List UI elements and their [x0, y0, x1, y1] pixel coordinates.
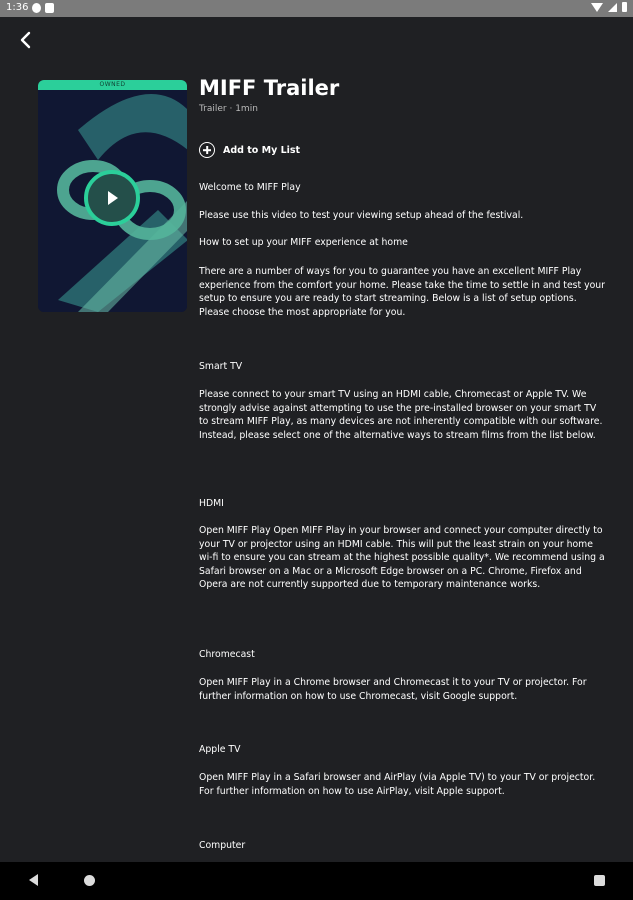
- app-notification-icon: [32, 3, 41, 13]
- signal-icon: [608, 3, 617, 12]
- add-to-list-button[interactable]: [199, 142, 300, 158]
- description-heading: Smart TV: [199, 361, 243, 372]
- description-heading: How to set up your MIFF experience at home: [199, 237, 408, 248]
- notification-icons: [32, 3, 54, 13]
- description-heading: Computer: [199, 840, 246, 851]
- nav-recents-icon[interactable]: [594, 875, 605, 886]
- description-paragraph: There are a number of ways for you to guarantee you have an excellent MIFF Play experience from the comfort your home. Please take the time to settle in and test your setup to ensure you are ready to start streaming. Below is a list of setup options. Please choose the most appropriate for you.: [199, 266, 606, 318]
- system-icons: [591, 2, 627, 12]
- description-heading: HDMI: [199, 498, 224, 509]
- chevron-left-icon: [12, 26, 40, 54]
- description-paragraph: Please connect to your smart TV using an HDMI cable, Chromecast or Apple TV. We strongly advise against attempting to use the pre-installed browser on your smart TV to stream MIFF Play, as many devices are not inherently compatible with our software. Instead, please select one of the alternative ways to stream films from the list below.: [199, 389, 603, 441]
- description-paragraph: Please use this video to test your viewing setup ahead of the festival.: [199, 210, 524, 221]
- storage-notification-icon: [45, 3, 54, 13]
- description-heading: Welcome to MIFF Play: [199, 182, 301, 193]
- description-paragraph: Open MIFF Play in a Chrome browser and Chromecast it to your TV or projector. For further information on how to use Chromecast, visit Google support.: [199, 677, 587, 702]
- add-to-list-label: Add to My List: [223, 144, 301, 156]
- film-title: MIFF Trailer: [199, 76, 340, 100]
- wifi-icon: [591, 3, 603, 12]
- nav-home-icon[interactable]: [84, 875, 95, 886]
- add-circle-icon: [199, 142, 215, 158]
- description-paragraph: Open MIFF Play in a Safari browser and AirPlay (via Apple TV) to your TV or projector. For further information on how to use AirPlay, visit Apple support.: [199, 772, 596, 797]
- status-time: 1:36: [6, 2, 29, 13]
- description-heading: Apple TV: [199, 744, 241, 755]
- description-paragraph: Open MIFF Play Open MIFF Play in your browser and connect your computer directly to your TV or projector using an HDMI cable. This will put the least strain on your home wi-fi to ensure you can stream at the highest possible quality*. We recommend using a Safari browser on a Mac or a Microsoft Edge browser on a PC. Chrome, Firefox and Opera are not currently supported due to temporary maintenance works.: [199, 525, 605, 590]
- system-navigation-bar: [0, 862, 633, 900]
- status-bar: [0, 0, 633, 17]
- film-meta: Trailer · 1min: [199, 104, 258, 114]
- poster-artwork: [38, 90, 187, 312]
- back-button[interactable]: [12, 26, 40, 54]
- poster-thumbnail[interactable]: [38, 80, 187, 312]
- description-heading: Chromecast: [199, 649, 255, 660]
- nav-back-icon[interactable]: [29, 874, 38, 886]
- owned-badge: OWNED: [38, 80, 187, 90]
- battery-icon: [622, 2, 627, 12]
